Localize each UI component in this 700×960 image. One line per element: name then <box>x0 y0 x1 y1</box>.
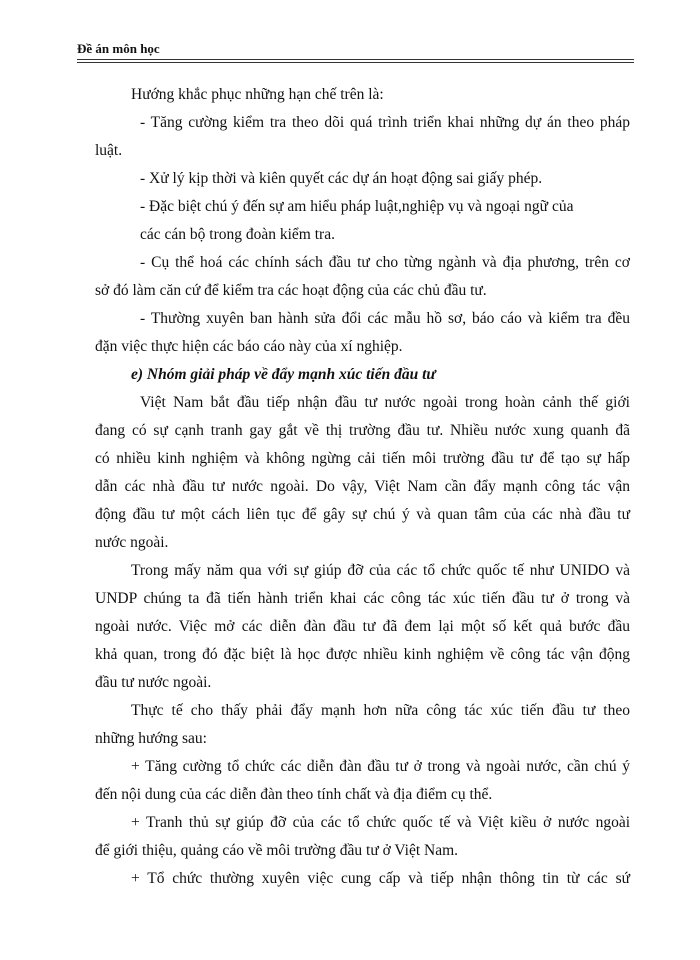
text-line: có nhiều kinh nghiệm và không ngừng cải tiến môi trường đầu tư để tạo sự hấp <box>95 450 630 467</box>
text-line: Việt Nam bắt đầu tiếp nhận đầu tư nước ngoài trong hoàn cảnh thế giới <box>140 394 630 411</box>
text-line: UNDP chúng ta đã tiến hành triển khai các công tác xúc tiến đầu tư ở trong và <box>95 590 630 607</box>
text-line: - Tăng cường kiểm tra theo dõi quá trình triển khai những dự án theo pháp <box>140 114 630 131</box>
text-line: Hướng khắc phục những hạn chế trên là: <box>131 86 384 103</box>
document-header: Đề án môn học <box>77 41 160 56</box>
text-line: các cán bộ trong đoàn kiểm tra. <box>140 226 335 243</box>
text-line: Thực tế cho thấy phải đẩy mạnh hơn nữa công tác xúc tiến đầu tư theo <box>131 702 630 719</box>
text-line: khả quan, trong đó đặc biệt là học được nhiều kinh nghiệm về công tác vận động <box>95 646 630 663</box>
text-line: - Thường xuyên ban hành sửa đổi các mẫu hồ sơ, báo cáo và kiểm tra đều <box>140 310 630 327</box>
text-line: đầu tư nước ngoài. <box>95 674 212 691</box>
text-line: sở đó làm căn cứ để kiểm tra các hoạt động của các chủ đầu tư. <box>95 282 487 299</box>
text-line: Trong mấy năm qua với sự giúp đỡ của các tổ chức quốc tế như UNIDO và <box>131 562 630 579</box>
header-rule-bottom <box>77 62 634 63</box>
text-line: luật. <box>95 142 123 159</box>
text-line: nước ngoài. <box>95 534 169 551</box>
text-line: + Tăng cường tổ chức các diễn đàn đầu tư ở trong và ngoài nước, cần chú ý <box>131 758 630 775</box>
text-line: để giới thiệu, quảng cáo về môi trường đầu tư ở Việt Nam. <box>95 842 459 859</box>
text-line: động đầu tư một cách liên tục để gây sự chú ý và quan tâm của các nhà đầu tư <box>95 506 630 523</box>
text-line: - Đặc biệt chú ý đến sự am hiểu pháp luật,nghiệp vụ và ngoại ngữ của <box>140 198 574 215</box>
text-line: - Xử lý kịp thời và kiên quyết các dự án hoạt động sai giấy phép. <box>140 170 543 187</box>
text-line: dẫn các nhà đầu tư nước ngoài. Do vậy, Việt Nam cần đẩy mạnh công tác vận <box>95 478 630 495</box>
text-line: đặn việc thực hiện các báo cáo này của xí nghiệp. <box>95 338 403 355</box>
text-line: những hướng sau: <box>95 730 207 747</box>
text-line: ngoài nước. Việc mở các diễn đàn đầu tư đã đem lại một số kết quả bước đầu <box>95 618 630 635</box>
section-heading: e) Nhóm giải pháp về đẩy mạnh xúc tiến đầu tư <box>131 366 436 383</box>
text-line: + Tranh thủ sự giúp đỡ của các tổ chức quốc tế và Việt kiều ở nước ngoài <box>131 814 630 831</box>
header-rule-top <box>77 59 634 60</box>
text-line: - Cụ thể hoá các chính sách đầu tư cho từng ngành và địa phương, trên cơ <box>140 254 630 271</box>
text-line: đến nội dung của các diễn đàn theo tính chất và địa điểm cụ thể. <box>95 786 493 803</box>
text-line: đang có sự cạnh tranh gay gắt về thị trường đầu tư. Nhiều nước xung quanh đã <box>95 422 630 439</box>
text-line: + Tổ chức thường xuyên việc cung cấp và tiếp nhận thông tin từ các sứ <box>131 870 630 887</box>
